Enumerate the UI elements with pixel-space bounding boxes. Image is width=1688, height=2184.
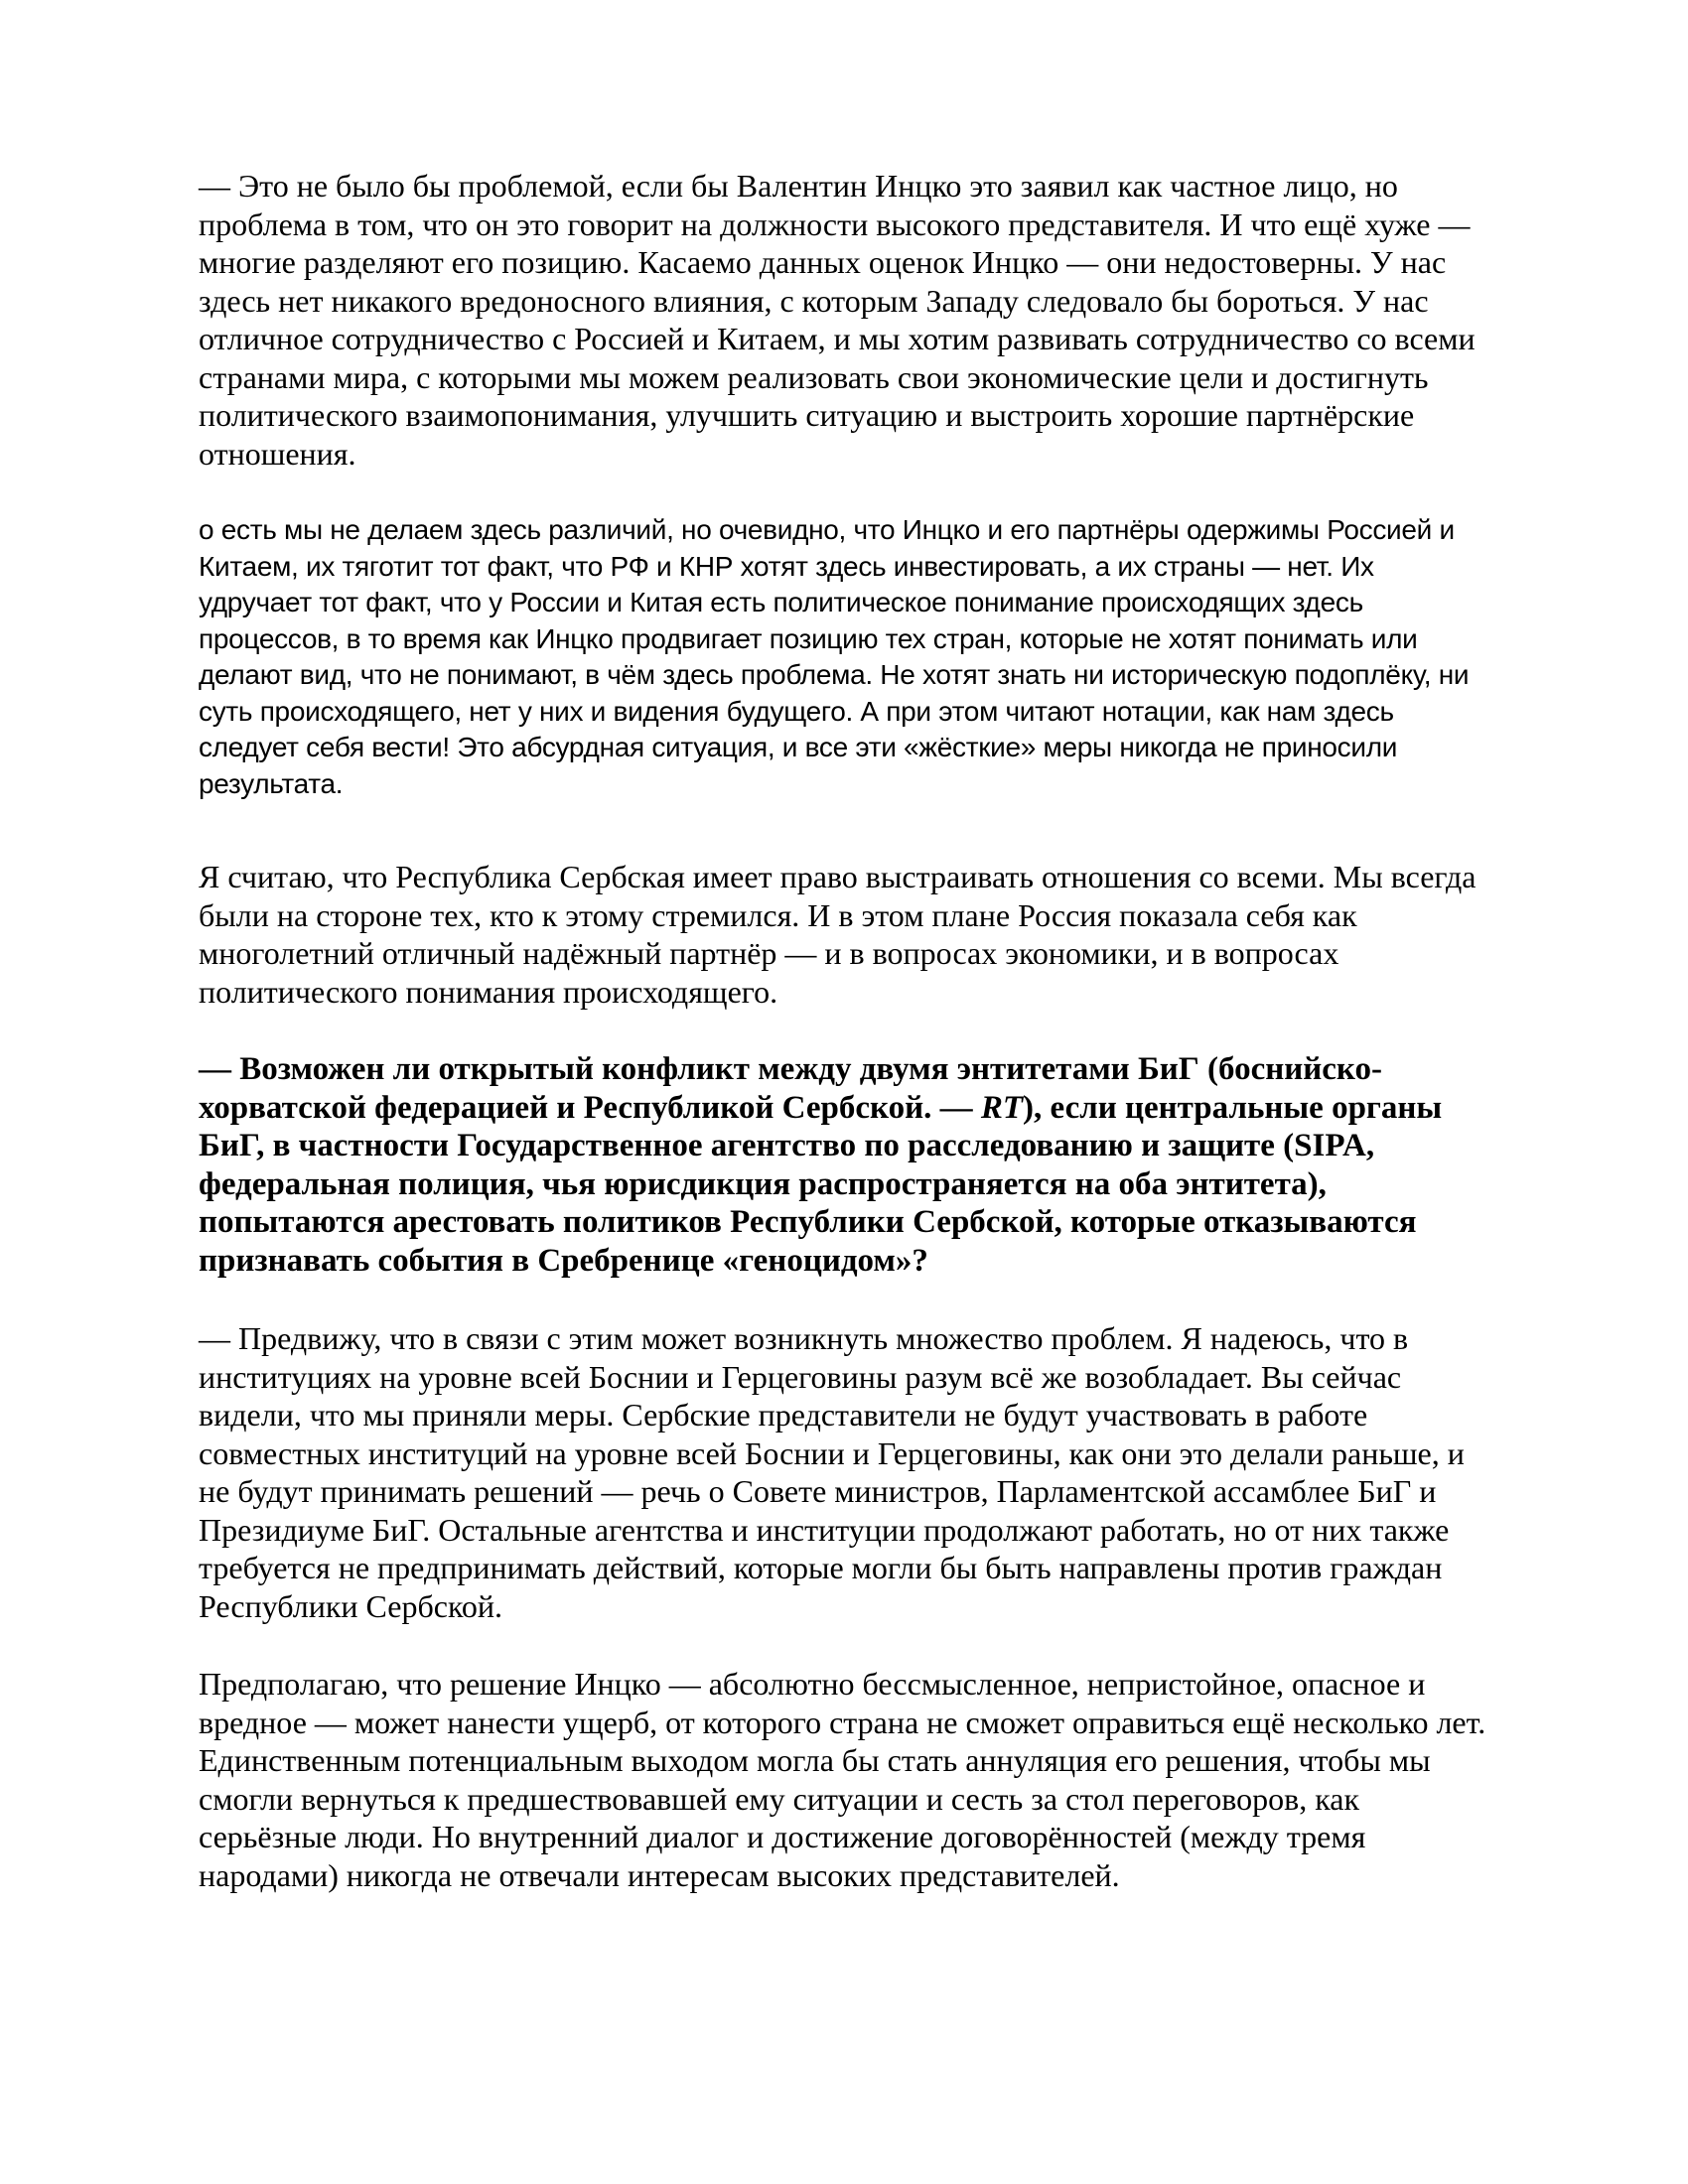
interview-answer-paragraph-4: — Предвижу, что в связи с этим может возникнуть множество проблем. Я надеюсь, что в институциях на уровне всей Боснии и Герцеговины разум всё же возобладает. Вы сейчас видели, что мы приняли меры. Сербские представители не будут участвовать в работе совместных институций на уровне всей Боснии и Герцеговины, как они это делали раньше, и не будут принимать решений — речь о Совете министров, Парламентской ассамблее БиГ и Президиуме БиГ. Остальные агентства и институции продолжают работать, но от них также требуется не предпринимать действий, которые могли бы быть направлены против граждан Республики Сербской.	[199, 1320, 1465, 1624]
question-text-after-source: ), если центральные органы БиГ, в частности Государственное агентство по расследованию и защите (SIPA, федеральная полиция, чья юрисдикция распространяется на оба энтитета), попытаются арестовать политиков Республики Сербской, которые отказываются признавать события в Сребренице «геноцидом»?	[199, 1089, 1443, 1279]
question-text-before-source: — Возможен ли открытый конфликт между двумя энтитетами БиГ (боснийско-хорватской федерацией и Республикой Сербской. —	[199, 1051, 1382, 1126]
interview-answer-paragraph-3: Я считаю, что Республика Сербская имеет право выстраивать отношения со всеми. Мы всегда были на стороне тех, кто к этому стремился. И в этом плане Россия показала себя как многолетний отличный надёжный партнёр — и в вопросах экономики, и в вопросах политического понимания происходящего.	[199, 859, 1477, 1010]
interview-answer-paragraph-2: о есть мы не делаем здесь различий, но очевидно, что Инцко и его партнёры одержимы Россией и Китаем, их тяготит тот факт, что РФ и КНР хотят здесь инвестировать, а их страны — нет. Их удручает тот факт, что у России и Китая есть политическое понимание происходящих здесь процессов, в то время как Инцко продвигает позицию тех стран, которые не хотят понимать или делают вид, что не понимают, в чём здесь проблема. Не хотят знать ни историческую подоплёку, ни суть происходящего, нет у них и видения будущего. А при этом читают нотации, как нам здесь следует себя вести! Это абсурдная ситуация, и все эти «жёсткие» меры никогда не приносили результата.	[199, 514, 1470, 799]
interview-question-paragraph	[199, 1050, 1489, 1280]
question-source-label: RT	[980, 1089, 1024, 1126]
interview-answer-paragraph-1: — Это не было бы проблемой, если бы Валентин Инцко это заявил как частное лицо, но проблема в том, что он это говорит на должности высокого представителя. И что ещё хуже — многие разделяют его позицию. Касаемо данных оценок Инцко — они недостоверны. У нас здесь нет никакого вредоносного влияния, с которым Западу следовало бы бороться. У нас отличное сотрудничество с Россией и Китаем, и мы хотим развивать сотрудничество со всеми странами мира, с которыми мы можем реализовать свои экономические цели и достигнуть политического взаимопонимания, улучшить ситуацию и выстроить хорошие партнёрские отношения.	[199, 168, 1476, 472]
interview-answer-paragraph-5: Предполагаю, что решение Инцко — абсолютно бессмысленное, непристойное, опасное и вредное — может нанести ущерб, от которого страна не сможет оправиться ещё несколько лет. Единственным потенциальным выходом могла бы стать аннуляция его решения, чтобы мы смогли вернуться к предшествовавшей ему ситуации и сесть за стол переговоров, как серьёзные люди. Но внутренний диалог и достижение договорённостей (между тремя народами) никогда не отвечали интересам высоких представителей.	[199, 1666, 1486, 1893]
